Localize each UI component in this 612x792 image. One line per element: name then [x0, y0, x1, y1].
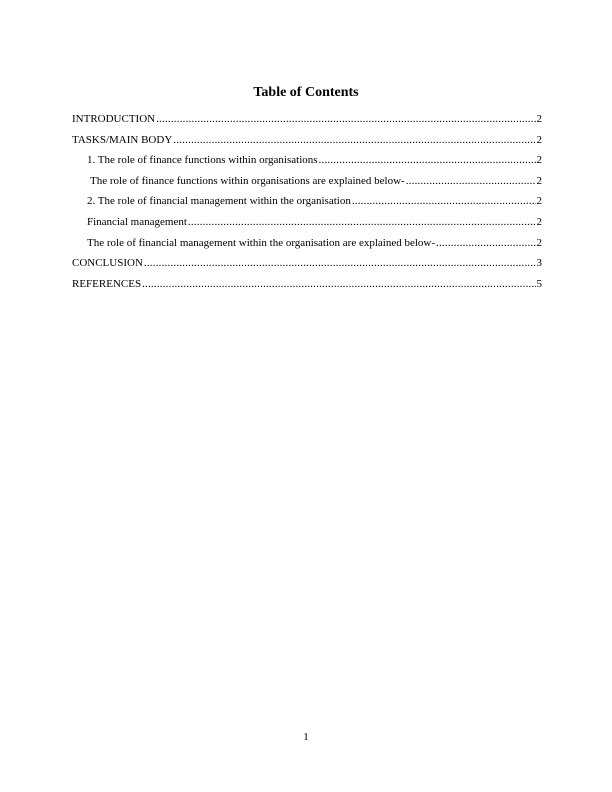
toc-entry-financial-management-explained[interactable] [72, 236, 542, 257]
toc-entry-text: 1. The role of finance functions within organisations [87, 154, 318, 167]
toc-entry-page: 2 [536, 154, 542, 167]
toc-entry-page: 2 [536, 215, 542, 228]
toc-entry-page: 5 [536, 277, 542, 290]
toc-entry-role-of-finance-functions[interactable] [72, 153, 542, 174]
page-number: 1 [303, 731, 309, 743]
toc-entry-page: 3 [536, 257, 542, 270]
toc-entry-role-of-financial-management[interactable] [72, 194, 542, 215]
toc-entry-text: The role of financial management within the organisation are explained below- [87, 236, 436, 249]
table-of-contents [72, 112, 542, 297]
toc-entry-finance-functions-explained[interactable] [72, 174, 542, 195]
dot-leader [436, 236, 535, 250]
dot-leader [188, 215, 536, 229]
toc-entry-text: INTRODUCTION [72, 113, 156, 125]
toc-entry-text: 2. The role of financial management within the organisation [87, 195, 351, 208]
dot-leader [319, 153, 536, 167]
dot-leader [156, 112, 535, 126]
toc-entry-conclusion[interactable] [72, 256, 542, 277]
toc-entry-page: 2 [536, 133, 542, 146]
toc-entry-financial-management[interactable] [72, 215, 542, 236]
toc-entry-references[interactable] [72, 277, 542, 298]
toc-entry-text: CONCLUSION [72, 257, 143, 270]
dot-leader [144, 256, 536, 270]
toc-entry-page: 2 [536, 113, 542, 125]
toc-entry-tasks-main-body[interactable] [72, 133, 542, 154]
toc-entry-introduction[interactable] [72, 112, 542, 133]
toc-entry-page: 2 [536, 195, 542, 208]
toc-entry-text: Financial management [87, 215, 187, 228]
toc-entry-text: REFERENCES [72, 277, 142, 290]
toc-title: Table of Contents [253, 85, 359, 100]
toc-entry-text: The role of finance functions within organisations are explained below- [90, 174, 405, 187]
dot-leader [352, 194, 536, 208]
toc-entry-page: 2 [536, 174, 542, 187]
dot-leader [406, 174, 536, 188]
dot-leader [142, 277, 535, 291]
toc-entry-page: 2 [536, 236, 542, 249]
toc-entry-text: TASKS/MAIN BODY [72, 133, 173, 146]
dot-leader [173, 133, 535, 147]
